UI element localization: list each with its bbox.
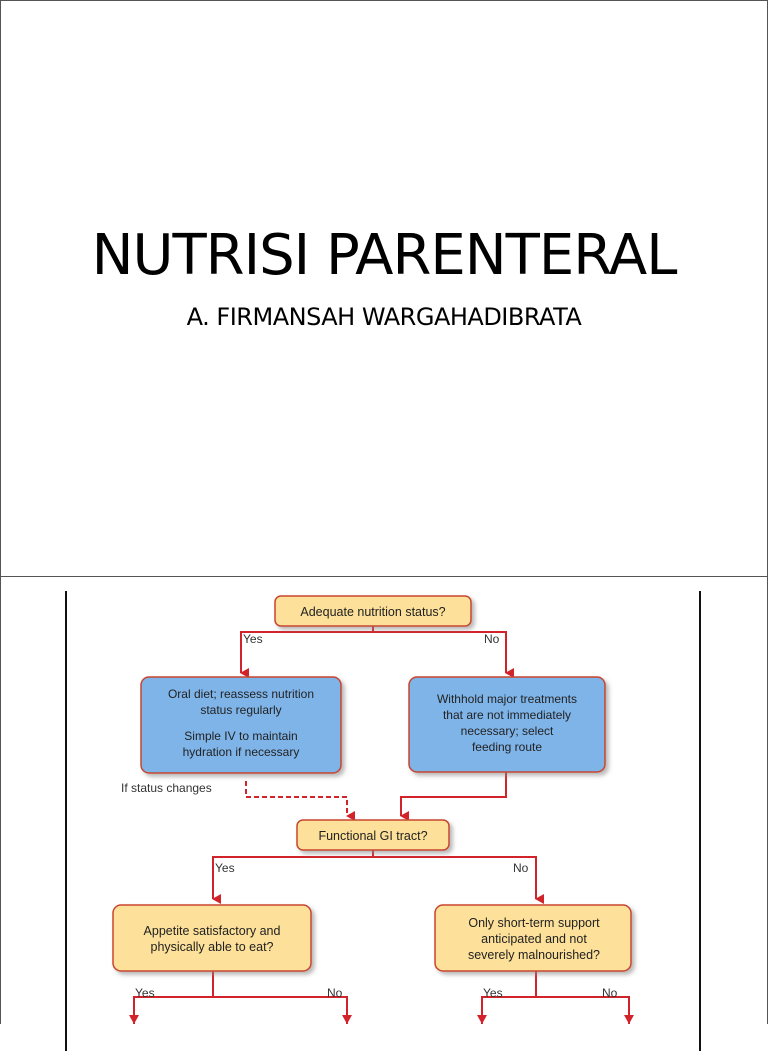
- slide-author: A. FIRMANSAH WARGAHADIBRATA: [186, 303, 582, 331]
- status-changes-label: If status changes: [121, 781, 212, 795]
- action-withhold-line1: Withhold major treatments: [436, 692, 578, 706]
- q3-yes-label: Yes: [135, 986, 155, 1000]
- action-oral-diet-line2: status regularly: [200, 703, 282, 717]
- q1-no-label: No: [484, 632, 500, 646]
- action-oral-diet-line4: hydration if necessary: [182, 745, 300, 759]
- action-oral-diet-line1: Oral diet; reassess nutrition: [167, 687, 315, 701]
- action-withhold-line4: feeding route: [471, 740, 543, 754]
- decision-nutrition-status-label: Adequate nutrition status?: [300, 605, 446, 619]
- q3-no-label: No: [327, 986, 343, 1000]
- flowchart-slide: [0, 576, 768, 1024]
- decision-functional-gi-label: Functional GI tract?: [318, 829, 428, 843]
- decision-appetite-line1: Appetite satisfactory and: [143, 924, 281, 938]
- q2-yes-label: Yes: [215, 861, 235, 875]
- figure-frame: [65, 591, 701, 1051]
- q1-yes-label: Yes: [243, 632, 263, 646]
- q4-yes-label: Yes: [483, 986, 503, 1000]
- slide-title: NUTRISI PARENTERAL: [91, 223, 677, 288]
- decision-short-term-line2: anticipated and not: [481, 932, 587, 946]
- action-oral-diet-line3: Simple IV to maintain: [184, 729, 298, 743]
- q2-no-label: No: [513, 861, 529, 875]
- decision-short-term-line1: Only short-term support: [468, 916, 600, 930]
- decision-appetite-line2: physically able to eat?: [150, 940, 274, 954]
- q4-no-label: No: [602, 986, 618, 1000]
- action-withhold-line2: that are not immediately: [442, 708, 572, 722]
- action-withhold-line3: necessary; select: [460, 724, 554, 738]
- decision-short-term-line3: severely malnourished?: [467, 948, 601, 962]
